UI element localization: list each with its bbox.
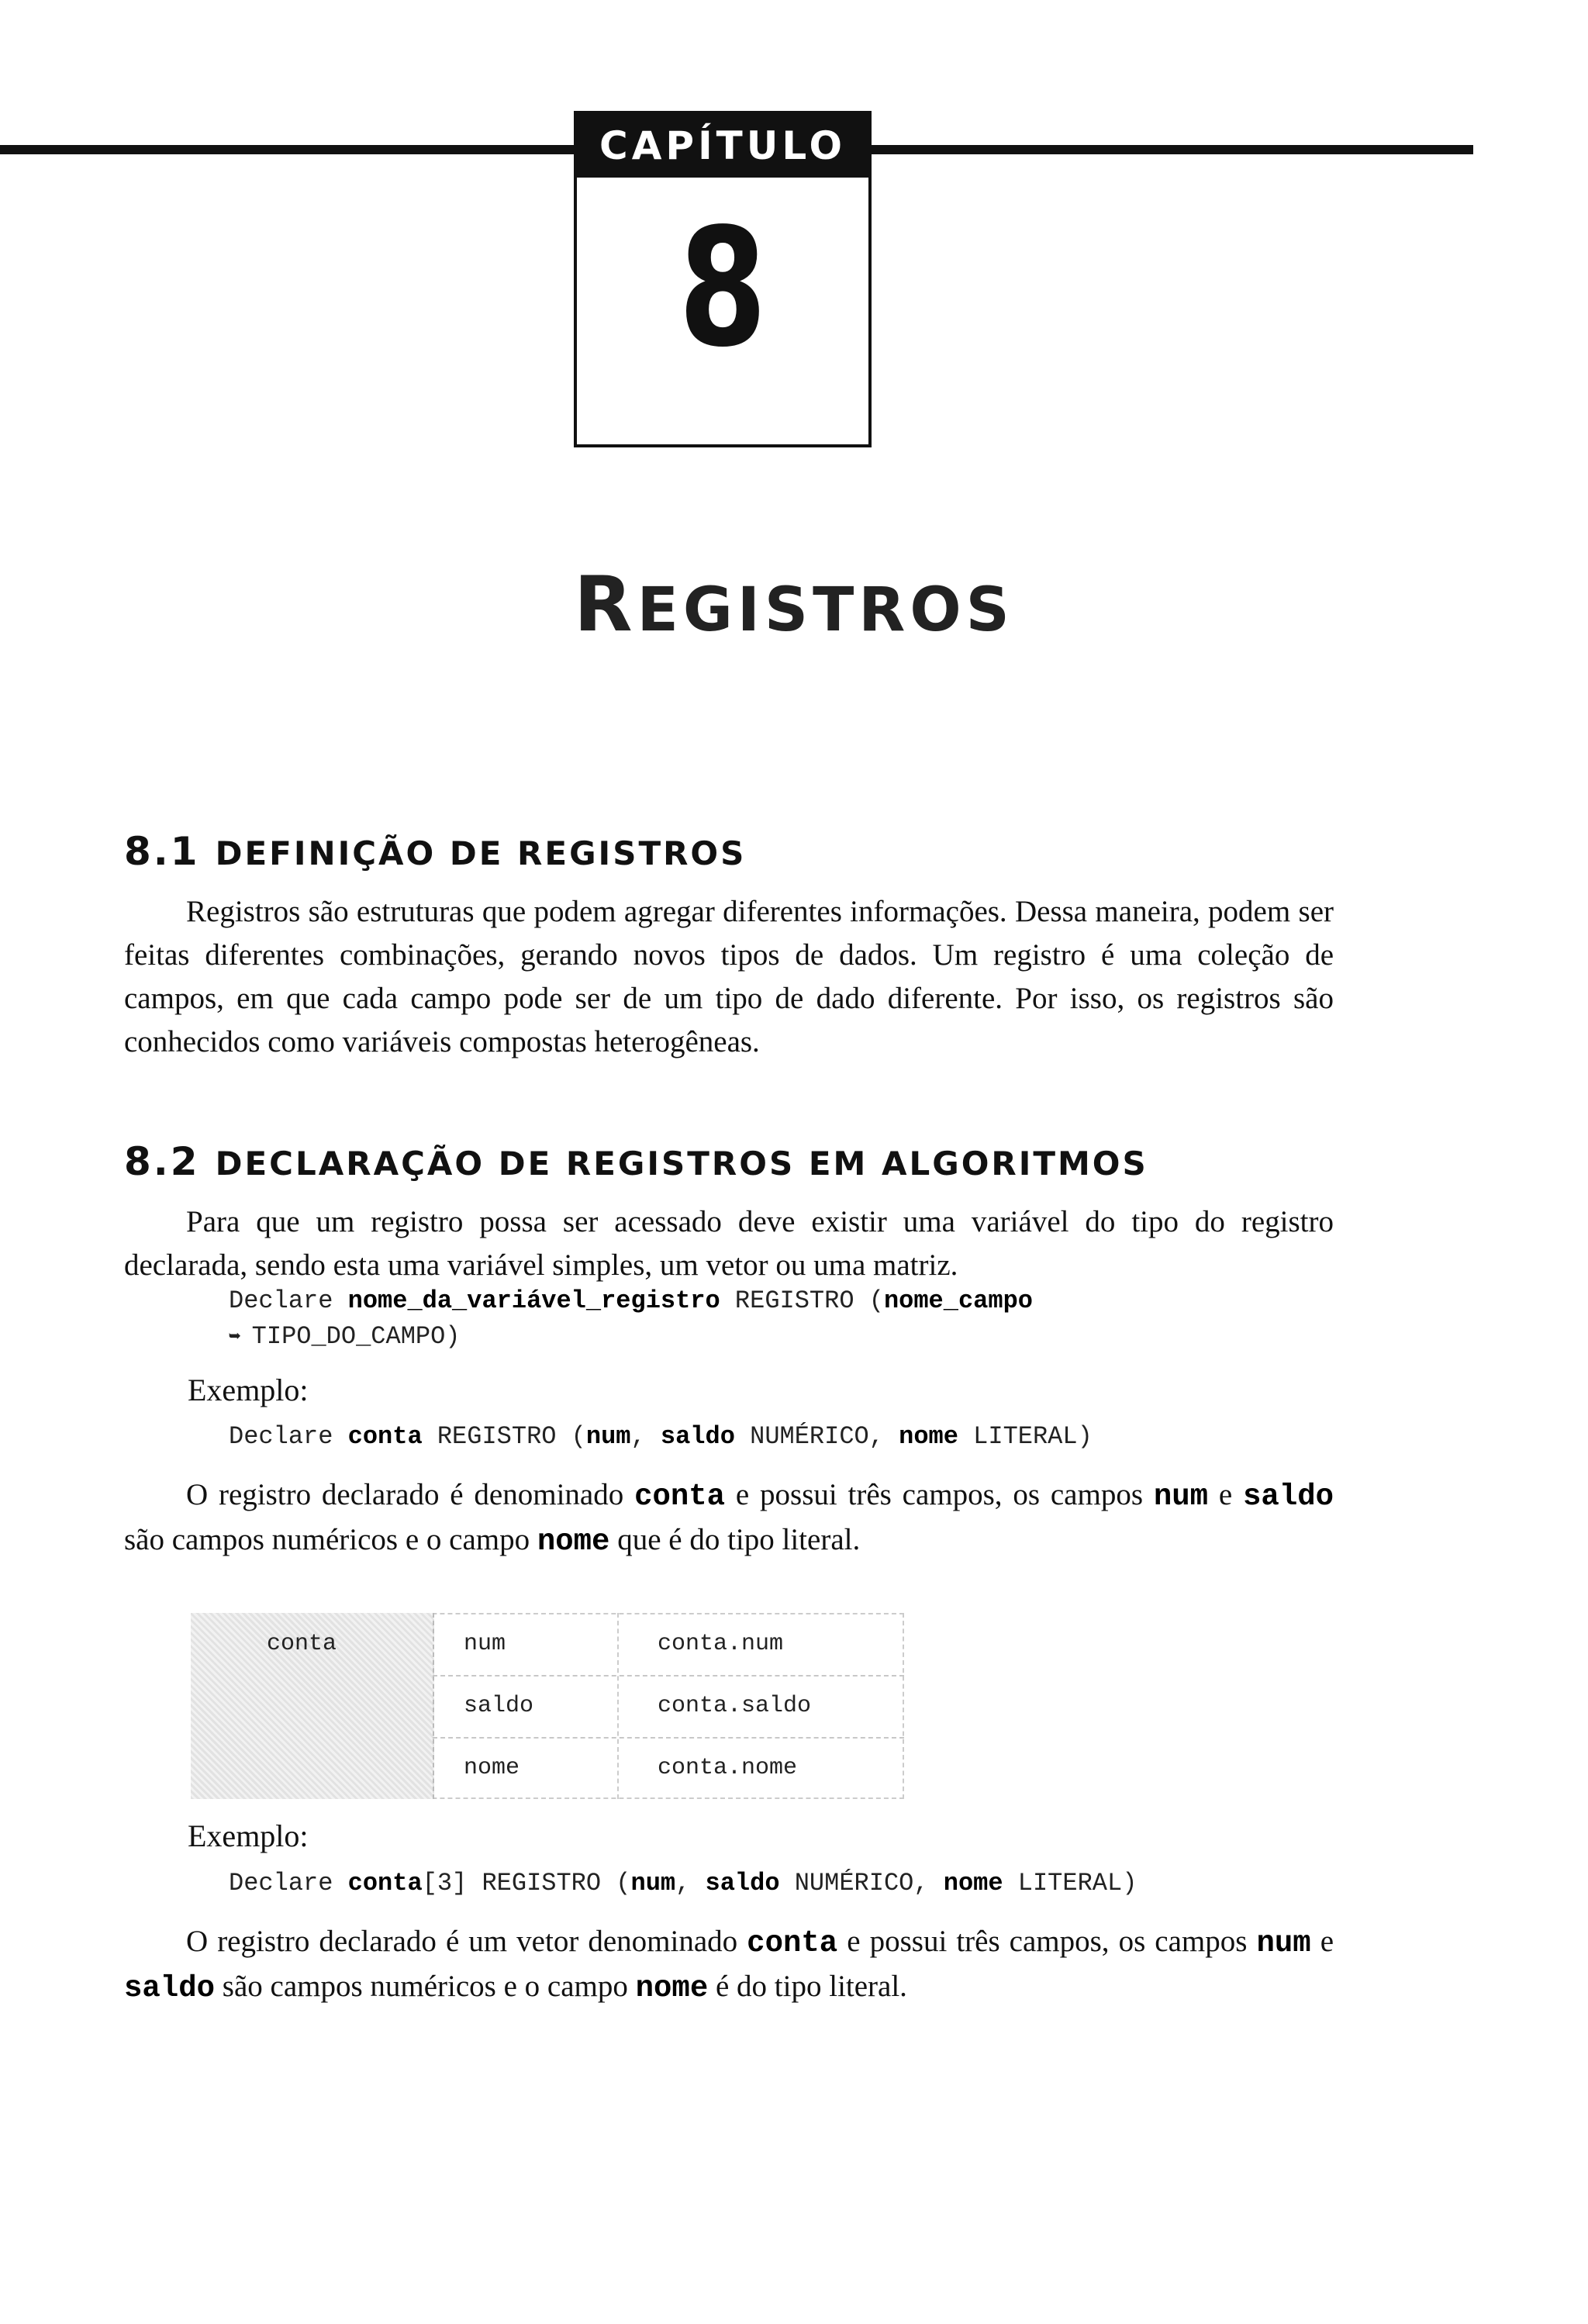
text: que é do tipo literal.: [617, 1523, 861, 1556]
section-heading-8-2: [124, 1138, 1148, 1187]
inline-code: num: [1153, 1480, 1209, 1514]
chapter-title-rest: EGISTROS: [637, 575, 1014, 645]
code-punct: ,: [675, 1869, 691, 1898]
field-access: conta.saldo: [658, 1693, 812, 1719]
text: O registro declarado é um vetor denominado: [186, 1925, 738, 1958]
section-8-2-text: Para que um registro possa ser acessado deve existir uma variável do tipo do registro declarada, sendo esta uma variável simples, um vetor ou uma matriz.: [124, 1205, 1334, 1282]
field-name: num: [464, 1631, 506, 1657]
code-var-name: nome_da_variável_registro: [347, 1286, 720, 1315]
syntax-line-1: [229, 1283, 1033, 1319]
section-number: 8.1: [124, 829, 200, 874]
record-block: [191, 1613, 434, 1799]
section-8-2-body: [124, 1200, 1334, 1287]
inline-code: conta: [634, 1480, 726, 1514]
inline-code: conta: [747, 1926, 838, 1960]
example-1-label: Exemplo:: [188, 1373, 309, 1407]
record-field-row: [433, 1675, 904, 1739]
code-field: nome_campo: [883, 1286, 1033, 1315]
section-title: DECLARAÇÃO DE REGISTROS EM ALGORITMOS: [215, 1145, 1148, 1183]
code-keyword: Declare: [229, 1422, 333, 1451]
text: são campos numéricos e o campo: [222, 1970, 628, 2003]
code-field: nome: [943, 1869, 1003, 1898]
record-label: conta: [267, 1631, 337, 1657]
field-access: conta.num: [658, 1631, 784, 1657]
syntax-line-2: [229, 1319, 461, 1355]
chapter-title: [0, 561, 1588, 649]
section-8-1-body: [124, 890, 1334, 1064]
section-8-1-text: Registros são estruturas que podem agregar diferentes informações. Dessa maneira, podem ser feitas diferentes combinações, gerando novos tipos de dados. Um registro é uma coleção de campos, em que cada campo pode ser de um tipo de dado diferente. Por isso, os registros são conhecidos como variáveis compostas heterogêneas.: [124, 895, 1334, 1058]
code-type: NUMÉRICO,: [794, 1869, 929, 1898]
inline-code: saldo: [1243, 1480, 1334, 1514]
code-var: conta: [347, 1422, 423, 1451]
text: é do tipo literal.: [716, 1970, 907, 2003]
section-number: 8.2: [124, 1139, 200, 1184]
inline-code: num: [1256, 1926, 1311, 1960]
field-name: nome: [464, 1755, 520, 1781]
inline-code: saldo: [124, 1971, 216, 2005]
chapter-number: 8: [678, 193, 767, 383]
field-name: saldo: [464, 1693, 534, 1719]
code-type: TIPO_DO_CAMPO): [251, 1322, 461, 1351]
code-type: REGISTRO: [734, 1286, 854, 1315]
code-field: saldo: [660, 1422, 735, 1451]
record-field-row: [433, 1737, 904, 1799]
text: e: [1320, 1925, 1334, 1958]
code-type: LITERAL): [1017, 1869, 1137, 1898]
chapter-title-initial: R: [574, 561, 637, 649]
inline-code: nome: [635, 1971, 709, 2005]
inline-code: nome: [537, 1525, 610, 1559]
code-field: nome: [899, 1422, 958, 1451]
example-2-label: Exemplo:: [188, 1818, 309, 1853]
code-type: REGISTRO (: [437, 1422, 586, 1451]
example-2-code: [229, 1866, 1137, 1901]
code-type: REGISTRO (: [482, 1869, 631, 1898]
chapter-label: CAPÍTULO: [577, 114, 868, 178]
text: O registro declarado é denominado: [186, 1478, 624, 1511]
code-keyword: Declare: [229, 1286, 333, 1315]
code-punct: ,: [630, 1422, 646, 1451]
code-type: LITERAL): [973, 1422, 1093, 1451]
code-index: [3]: [422, 1869, 468, 1898]
code-var: conta: [347, 1869, 423, 1898]
code-paren: (: [868, 1286, 884, 1315]
record-field-row: [433, 1613, 904, 1677]
record-diagram: [191, 1613, 904, 1799]
section-title: DEFINIÇÃO DE REGISTROS: [215, 834, 747, 872]
chapter-badge: [574, 111, 872, 447]
section-heading-8-1: [124, 828, 746, 877]
example-1-code: [229, 1419, 1093, 1455]
code-field: saldo: [705, 1869, 780, 1898]
text: e possui três campos, os campos: [735, 1478, 1144, 1511]
code-field: num: [585, 1422, 631, 1451]
text: são campos numéricos e o campo: [124, 1523, 530, 1556]
continuation-arrow-icon: ➥: [229, 1326, 241, 1349]
code-keyword: Declare: [229, 1869, 333, 1898]
field-access: conta.nome: [658, 1755, 798, 1781]
example-2-explanation: [124, 1920, 1334, 2010]
code-field: num: [630, 1869, 676, 1898]
text: e: [1218, 1478, 1233, 1511]
code-type: NUMÉRICO,: [750, 1422, 884, 1451]
example-1-explanation: [124, 1473, 1334, 1563]
text: e possui três campos, os campos: [847, 1925, 1248, 1958]
